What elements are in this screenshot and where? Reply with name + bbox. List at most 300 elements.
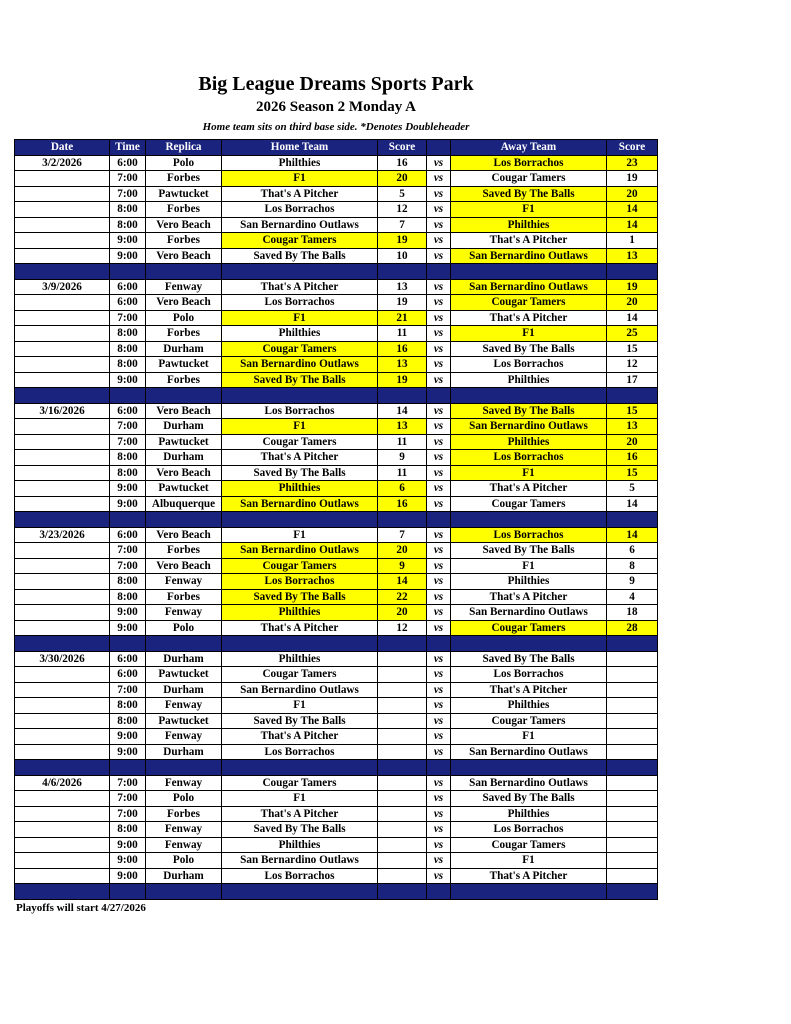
game-time: 7:00: [110, 775, 146, 791]
game-row: [15, 310, 658, 326]
game-date: [15, 543, 110, 559]
game-row: [15, 372, 658, 388]
separator-cell: [451, 636, 607, 652]
week-separator: [15, 636, 658, 652]
game-row: [15, 434, 658, 450]
separator-cell: [222, 512, 378, 528]
separator-cell: [378, 388, 427, 404]
game-date: 3/9/2026: [15, 279, 110, 295]
game-date: [15, 186, 110, 202]
game-row: [15, 481, 658, 497]
game-row: [15, 791, 658, 807]
col-home-score: Score: [378, 140, 427, 156]
vs-label: vs: [427, 791, 451, 807]
game-time: 6:00: [110, 295, 146, 311]
game-row: [15, 202, 658, 218]
game-date: [15, 806, 110, 822]
game-row: [15, 465, 658, 481]
game-time: 9:00: [110, 248, 146, 264]
game-row: [15, 155, 658, 171]
away-team: Cougar Tamers: [451, 496, 607, 512]
game-time: 7:00: [110, 186, 146, 202]
separator-cell: [451, 760, 607, 776]
game-date: [15, 574, 110, 590]
away-team: Saved By The Balls: [451, 341, 607, 357]
game-date: [15, 729, 110, 745]
game-date: 3/23/2026: [15, 527, 110, 543]
vs-label: vs: [427, 217, 451, 233]
vs-label: vs: [427, 667, 451, 683]
away-team: That's A Pitcher: [451, 868, 607, 884]
game-time: 9:00: [110, 868, 146, 884]
col-away-team: Away Team: [451, 140, 607, 156]
home-score: [378, 698, 427, 714]
game-date: [15, 248, 110, 264]
away-team: San Bernardino Outlaws: [451, 419, 607, 435]
vs-label: vs: [427, 527, 451, 543]
home-team: San Bernardino Outlaws: [222, 543, 378, 559]
separator-cell: [146, 512, 222, 528]
home-team: Saved By The Balls: [222, 822, 378, 838]
vs-label: vs: [427, 744, 451, 760]
vs-label: vs: [427, 822, 451, 838]
home-team: F1: [222, 171, 378, 187]
separator-cell: [146, 760, 222, 776]
week-separator: [15, 264, 658, 280]
game-row: [15, 806, 658, 822]
game-replica: Fenway: [146, 822, 222, 838]
game-time: 9:00: [110, 837, 146, 853]
game-date: [15, 217, 110, 233]
separator-cell: [427, 636, 451, 652]
away-score: [607, 729, 658, 745]
week-separator: [15, 388, 658, 404]
game-row: [15, 775, 658, 791]
vs-label: vs: [427, 605, 451, 621]
game-replica: Fenway: [146, 574, 222, 590]
home-score: 14: [378, 403, 427, 419]
vs-label: vs: [427, 651, 451, 667]
home-score: 13: [378, 279, 427, 295]
away-score: 25: [607, 326, 658, 342]
game-replica: Polo: [146, 620, 222, 636]
separator-cell: [15, 884, 110, 900]
game-replica: Polo: [146, 791, 222, 807]
game-date: [15, 295, 110, 311]
vs-label: vs: [427, 341, 451, 357]
vs-label: vs: [427, 155, 451, 171]
game-date: 3/2/2026: [15, 155, 110, 171]
away-score: [607, 698, 658, 714]
game-replica: Durham: [146, 341, 222, 357]
away-team: Saved By The Balls: [451, 186, 607, 202]
home-score: [378, 775, 427, 791]
week-separator: [15, 884, 658, 900]
game-replica: Pawtucket: [146, 357, 222, 373]
home-team: F1: [222, 527, 378, 543]
vs-label: vs: [427, 326, 451, 342]
home-team: That's A Pitcher: [222, 279, 378, 295]
home-score: 11: [378, 326, 427, 342]
game-time: 7:00: [110, 310, 146, 326]
game-date: [15, 822, 110, 838]
game-date: [15, 868, 110, 884]
game-replica: Fenway: [146, 279, 222, 295]
home-team: San Bernardino Outlaws: [222, 217, 378, 233]
vs-label: vs: [427, 713, 451, 729]
vs-label: vs: [427, 434, 451, 450]
away-team: Philthies: [451, 372, 607, 388]
game-time: 8:00: [110, 574, 146, 590]
home-score: [378, 806, 427, 822]
game-date: [15, 450, 110, 466]
away-score: 20: [607, 186, 658, 202]
home-score: 12: [378, 620, 427, 636]
away-team: Philthies: [451, 217, 607, 233]
home-team: Cougar Tamers: [222, 233, 378, 249]
away-score: 14: [607, 527, 658, 543]
home-score: 9: [378, 558, 427, 574]
away-team: San Bernardino Outlaws: [451, 279, 607, 295]
playoffs-note: Playoffs will start 4/27/2026: [16, 902, 146, 914]
game-replica: Pawtucket: [146, 434, 222, 450]
separator-cell: [451, 884, 607, 900]
game-date: [15, 589, 110, 605]
home-score: 9: [378, 450, 427, 466]
away-score: 23: [607, 155, 658, 171]
home-score: [378, 853, 427, 869]
game-date: [15, 434, 110, 450]
game-time: 8:00: [110, 713, 146, 729]
away-score: 15: [607, 341, 658, 357]
away-team: Philthies: [451, 698, 607, 714]
home-team: Philthies: [222, 605, 378, 621]
separator-cell: [378, 884, 427, 900]
game-replica: Durham: [146, 450, 222, 466]
game-time: 8:00: [110, 822, 146, 838]
home-team: Los Borrachos: [222, 744, 378, 760]
game-date: [15, 357, 110, 373]
away-team: F1: [451, 853, 607, 869]
game-row: [15, 295, 658, 311]
home-team: F1: [222, 791, 378, 807]
game-replica: Forbes: [146, 171, 222, 187]
separator-cell: [15, 264, 110, 280]
away-score: [607, 744, 658, 760]
home-score: 21: [378, 310, 427, 326]
game-replica: Forbes: [146, 806, 222, 822]
game-date: [15, 233, 110, 249]
game-time: 9:00: [110, 233, 146, 249]
away-score: 19: [607, 279, 658, 295]
game-date: [15, 667, 110, 683]
home-score: 11: [378, 434, 427, 450]
vs-label: vs: [427, 589, 451, 605]
game-row: [15, 853, 658, 869]
away-score: [607, 837, 658, 853]
away-score: 17: [607, 372, 658, 388]
game-row: [15, 543, 658, 559]
game-date: [15, 496, 110, 512]
home-score: 7: [378, 217, 427, 233]
separator-cell: [110, 760, 146, 776]
home-team: Philthies: [222, 481, 378, 497]
home-team: Los Borrachos: [222, 295, 378, 311]
game-replica: Fenway: [146, 698, 222, 714]
game-date: [15, 419, 110, 435]
away-team: San Bernardino Outlaws: [451, 605, 607, 621]
vs-label: vs: [427, 186, 451, 202]
game-time: 7:00: [110, 806, 146, 822]
separator-cell: [427, 264, 451, 280]
separator-cell: [607, 884, 658, 900]
game-replica: Durham: [146, 419, 222, 435]
away-score: [607, 868, 658, 884]
game-row: [15, 217, 658, 233]
home-score: 10: [378, 248, 427, 264]
home-score: [378, 837, 427, 853]
game-row: [15, 233, 658, 249]
home-team: That's A Pitcher: [222, 729, 378, 745]
away-score: [607, 682, 658, 698]
game-replica: Forbes: [146, 589, 222, 605]
home-score: 19: [378, 295, 427, 311]
away-score: 14: [607, 496, 658, 512]
separator-cell: [146, 884, 222, 900]
away-score: 12: [607, 357, 658, 373]
separator-cell: [378, 760, 427, 776]
game-time: 8:00: [110, 202, 146, 218]
vs-label: vs: [427, 574, 451, 590]
vs-label: vs: [427, 543, 451, 559]
home-score: 13: [378, 357, 427, 373]
game-replica: Fenway: [146, 837, 222, 853]
separator-cell: [222, 264, 378, 280]
game-time: 7:00: [110, 682, 146, 698]
away-score: 16: [607, 450, 658, 466]
separator-cell: [378, 512, 427, 528]
away-score: 6: [607, 543, 658, 559]
separator-cell: [110, 512, 146, 528]
away-score: 20: [607, 295, 658, 311]
away-score: 4: [607, 589, 658, 605]
home-score: 20: [378, 605, 427, 621]
vs-label: vs: [427, 233, 451, 249]
away-team: F1: [451, 558, 607, 574]
game-date: [15, 481, 110, 497]
home-score: 12: [378, 202, 427, 218]
separator-cell: [451, 264, 607, 280]
game-row: [15, 186, 658, 202]
game-row: [15, 837, 658, 853]
away-score: [607, 775, 658, 791]
game-replica: Vero Beach: [146, 403, 222, 419]
home-score: 11: [378, 465, 427, 481]
home-score: 7: [378, 527, 427, 543]
col-replica: Replica: [146, 140, 222, 156]
game-replica: Fenway: [146, 605, 222, 621]
away-team: F1: [451, 465, 607, 481]
vs-label: vs: [427, 419, 451, 435]
home-team: Philthies: [222, 651, 378, 667]
home-score: [378, 822, 427, 838]
away-score: 28: [607, 620, 658, 636]
schedule-table: [14, 139, 658, 900]
game-row: [15, 248, 658, 264]
vs-label: vs: [427, 357, 451, 373]
game-date: [15, 326, 110, 342]
vs-label: vs: [427, 868, 451, 884]
game-replica: Durham: [146, 744, 222, 760]
game-row: [15, 341, 658, 357]
home-team: That's A Pitcher: [222, 450, 378, 466]
separator-cell: [15, 388, 110, 404]
away-team: Cougar Tamers: [451, 620, 607, 636]
home-score: 5: [378, 186, 427, 202]
game-time: 9:00: [110, 620, 146, 636]
home-team: Philthies: [222, 837, 378, 853]
vs-label: vs: [427, 558, 451, 574]
away-score: 1: [607, 233, 658, 249]
separator-cell: [451, 388, 607, 404]
game-date: [15, 791, 110, 807]
separator-cell: [222, 388, 378, 404]
game-date: [15, 202, 110, 218]
vs-label: vs: [427, 837, 451, 853]
game-row: [15, 326, 658, 342]
home-team: Los Borrachos: [222, 868, 378, 884]
game-date: [15, 682, 110, 698]
away-score: 14: [607, 217, 658, 233]
game-time: 8:00: [110, 450, 146, 466]
away-team: Cougar Tamers: [451, 713, 607, 729]
vs-label: vs: [427, 853, 451, 869]
game-date: [15, 372, 110, 388]
game-date: [15, 341, 110, 357]
away-team: Los Borrachos: [451, 822, 607, 838]
home-score: 22: [378, 589, 427, 605]
game-time: 6:00: [110, 667, 146, 683]
game-time: 7:00: [110, 419, 146, 435]
vs-label: vs: [427, 372, 451, 388]
home-score: [378, 667, 427, 683]
vs-label: vs: [427, 698, 451, 714]
separator-cell: [427, 388, 451, 404]
separator-cell: [427, 884, 451, 900]
away-team: Saved By The Balls: [451, 651, 607, 667]
away-score: [607, 667, 658, 683]
week-separator: [15, 512, 658, 528]
home-score: [378, 651, 427, 667]
game-time: 8:00: [110, 341, 146, 357]
game-replica: Fenway: [146, 729, 222, 745]
home-team: That's A Pitcher: [222, 806, 378, 822]
vs-label: vs: [427, 202, 451, 218]
home-score: [378, 729, 427, 745]
game-date: [15, 171, 110, 187]
separator-cell: [110, 388, 146, 404]
home-score: 16: [378, 341, 427, 357]
away-team: Saved By The Balls: [451, 791, 607, 807]
home-team: San Bernardino Outlaws: [222, 853, 378, 869]
game-time: 9:00: [110, 481, 146, 497]
separator-cell: [15, 636, 110, 652]
separator-cell: [451, 512, 607, 528]
game-replica: Durham: [146, 682, 222, 698]
game-time: 9:00: [110, 496, 146, 512]
game-row: [15, 729, 658, 745]
away-team: Los Borrachos: [451, 155, 607, 171]
home-team: Philthies: [222, 326, 378, 342]
away-team: F1: [451, 729, 607, 745]
game-row: [15, 574, 658, 590]
home-team: Cougar Tamers: [222, 775, 378, 791]
away-team: Cougar Tamers: [451, 295, 607, 311]
home-score: 20: [378, 171, 427, 187]
game-row: [15, 357, 658, 373]
game-replica: Vero Beach: [146, 295, 222, 311]
game-row: [15, 558, 658, 574]
away-score: 13: [607, 419, 658, 435]
away-team: Philthies: [451, 574, 607, 590]
game-replica: Forbes: [146, 326, 222, 342]
game-row: [15, 713, 658, 729]
away-score: [607, 822, 658, 838]
game-time: 6:00: [110, 279, 146, 295]
schedule-body: [15, 155, 658, 899]
home-team: Cougar Tamers: [222, 667, 378, 683]
away-team: Philthies: [451, 434, 607, 450]
col-vs: [427, 140, 451, 156]
vs-label: vs: [427, 248, 451, 264]
home-score: 14: [378, 574, 427, 590]
home-team: Cougar Tamers: [222, 558, 378, 574]
game-time: 9:00: [110, 744, 146, 760]
home-score: 19: [378, 233, 427, 249]
separator-cell: [110, 636, 146, 652]
game-date: [15, 310, 110, 326]
game-time: 7:00: [110, 791, 146, 807]
home-score: [378, 713, 427, 729]
separator-cell: [378, 636, 427, 652]
home-team: Cougar Tamers: [222, 434, 378, 450]
away-team: Los Borrachos: [451, 450, 607, 466]
home-team: That's A Pitcher: [222, 186, 378, 202]
game-time: 8:00: [110, 465, 146, 481]
away-score: 14: [607, 310, 658, 326]
game-row: [15, 527, 658, 543]
away-team: That's A Pitcher: [451, 233, 607, 249]
home-score: 20: [378, 543, 427, 559]
separator-cell: [427, 760, 451, 776]
away-team: F1: [451, 326, 607, 342]
game-time: 8:00: [110, 698, 146, 714]
away-score: [607, 713, 658, 729]
separator-cell: [110, 884, 146, 900]
game-date: [15, 558, 110, 574]
home-team: F1: [222, 698, 378, 714]
game-date: [15, 837, 110, 853]
away-score: 13: [607, 248, 658, 264]
game-replica: Pawtucket: [146, 481, 222, 497]
separator-cell: [427, 512, 451, 528]
game-time: 9:00: [110, 729, 146, 745]
vs-label: vs: [427, 465, 451, 481]
separator-cell: [146, 388, 222, 404]
separator-cell: [607, 512, 658, 528]
home-team: Saved By The Balls: [222, 465, 378, 481]
vs-label: vs: [427, 403, 451, 419]
